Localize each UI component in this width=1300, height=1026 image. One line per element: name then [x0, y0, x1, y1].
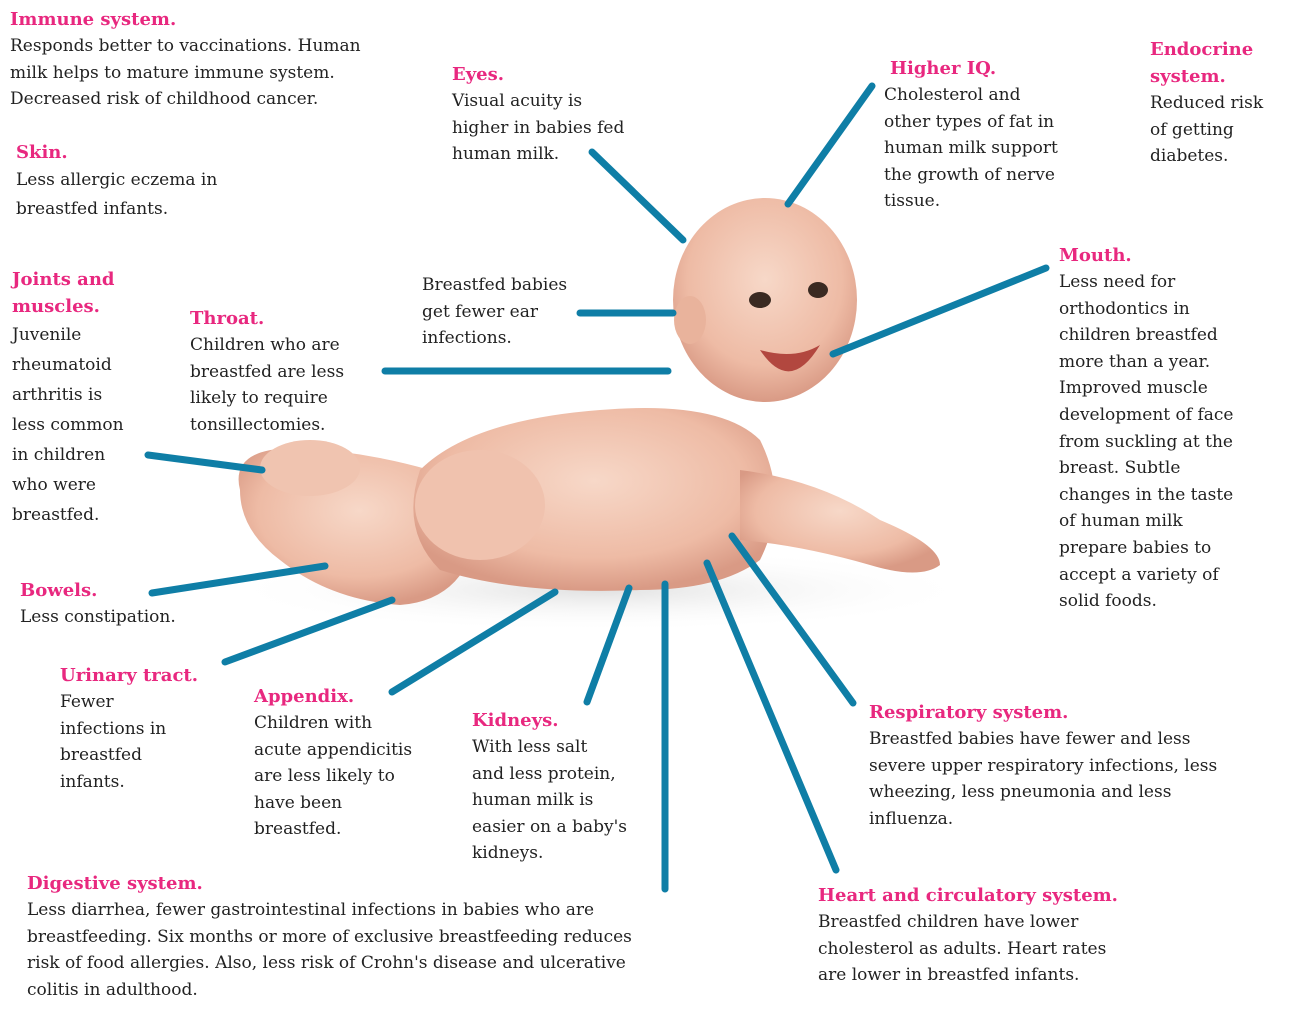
skin-block — [16, 139, 217, 224]
digestive-block — [27, 870, 632, 1003]
appendix-heading: Appendix. — [254, 686, 355, 707]
mouth-block — [1059, 242, 1233, 615]
endocrine-block — [1150, 36, 1263, 170]
endocrine-heading: Endocrine system. — [1150, 39, 1254, 87]
higher-iq-heading: Higher IQ. — [890, 58, 997, 79]
bowels-block — [20, 577, 176, 631]
respiratory-text: Breastfed babies have fewer and less severe upper respiratory infections, less wheezing, less pneumonia and less influenza. — [869, 729, 1218, 829]
skin-text: Less allergic eczema in breastfed infants. — [16, 170, 218, 219]
joints-muscles-heading: Joints and muscles. — [12, 269, 115, 317]
connector-heart — [707, 563, 836, 870]
throat-heading: Throat. — [190, 308, 265, 329]
digestive-heading: Digestive system. — [27, 873, 203, 894]
heart-text: Breastfed children have lower cholesterol as adults. Heart rates are lower in breastfed infants. — [818, 912, 1107, 986]
connector-mouth — [833, 268, 1046, 354]
urinary-tract-block — [60, 662, 198, 795]
endocrine-text: Reduced risk of getting diabetes. — [1150, 93, 1264, 167]
respiratory-block — [869, 699, 1217, 832]
bowels-text: Less constipation. — [20, 607, 176, 627]
kidneys-heading: Kidneys. — [472, 710, 559, 731]
connector-joints — [148, 455, 262, 470]
higher-iq-block — [884, 55, 1058, 215]
urinary-tract-heading: Urinary tract. — [60, 665, 198, 686]
connector-iq — [788, 86, 872, 204]
connector-urinary — [225, 600, 392, 662]
higher-iq-text: Cholesterol and other types of fat in human milk support the growth of nerve tissue. — [884, 85, 1058, 212]
digestive-text: Less diarrhea, fewer gastrointestinal infections in babies who are breastfeeding. Six months or more of exclusive breastfeeding reduces risk of food allergies. Also, less risk of Crohn's disease and ulcerative colitis in adulthood. — [27, 900, 632, 1000]
connector-respiratory — [732, 536, 853, 703]
heart-block — [818, 882, 1118, 989]
joints-muscles-text: Juvenile rheumatoid arthritis is less common in children who were breastfed. — [12, 325, 124, 525]
joints-muscles-block — [12, 266, 124, 530]
skin-heading: Skin. — [16, 142, 68, 163]
immune-system-heading: Immune system. — [10, 9, 177, 30]
throat-text: Children who are breastfed are less likely to require tonsillectomies. — [190, 335, 345, 435]
connector-bowels — [152, 566, 325, 593]
urinary-tract-text: Fewer infections in breastfed infants. — [60, 692, 167, 792]
bowels-heading: Bowels. — [20, 580, 98, 601]
kidneys-block — [472, 707, 627, 867]
immune-system-block — [10, 6, 361, 113]
respiratory-heading: Respiratory system. — [869, 702, 1069, 723]
eyes-heading: Eyes. — [452, 64, 505, 85]
throat-block — [190, 305, 344, 438]
eyes-text: Visual acuity is higher in babies fed human milk. — [452, 91, 625, 165]
eyes-block — [452, 61, 624, 168]
mouth-text: Less need for orthodontics in children breastfed more than a year. Improved muscle development of face from suckling at the breast. Subtle changes in the taste of human milk prepare babies to accept a variety of solid foods. — [1059, 272, 1234, 612]
connector-kidneys — [587, 588, 629, 702]
appendix-text: Children with acute appendicitis are less likely to have been breastfed. — [254, 713, 413, 840]
immune-system-text: Responds better to vaccinations. Human milk helps to mature immune system. Decreased risk of childhood cancer. — [10, 36, 361, 110]
mouth-heading: Mouth. — [1059, 245, 1132, 266]
connector-appendix — [392, 592, 555, 692]
kidneys-text: With less salt and less protein, human milk is easier on a baby's kidneys. — [472, 737, 627, 864]
heart-heading: Heart and circulatory system. — [818, 885, 1118, 906]
ears-text: Breastfed babies get fewer ear infections. — [422, 275, 568, 349]
appendix-block — [254, 683, 412, 843]
ears-block — [422, 272, 567, 352]
